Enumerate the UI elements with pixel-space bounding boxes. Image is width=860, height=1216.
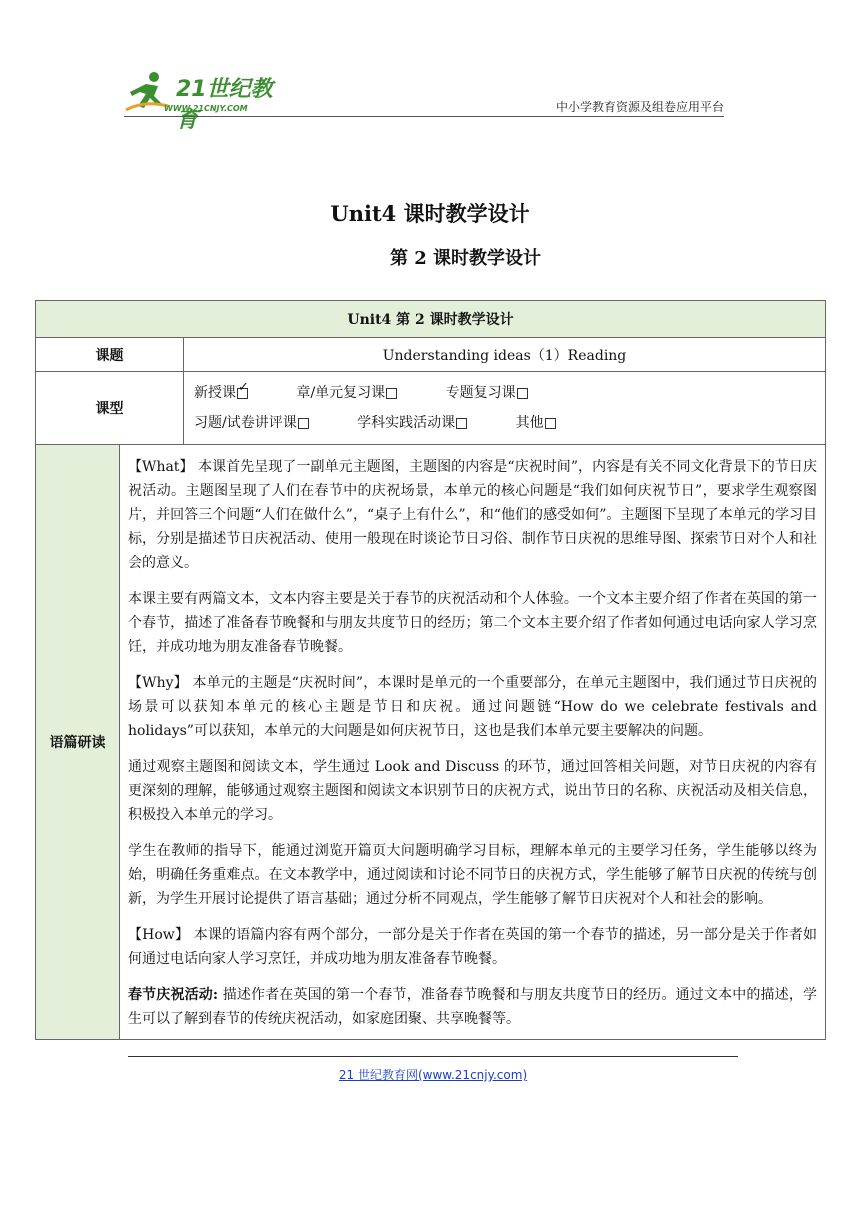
footer-divider [128, 1056, 738, 1057]
type-options-row-2 [194, 408, 815, 438]
paragraph-observe: 通过观察主题图和阅读文本，学生通过 Look and Discuss 的环节，通过回答相关问题，对节日庆祝的内容有更深刻的理解，能够通过观察主题图和阅读文本识别节日的庆祝方式，说出节日的名称、庆祝活动及相关信息，积极投入本单元的学习。 [128, 759, 817, 823]
type-option-exercise[interactable]: 习题/试卷讲评课 [194, 415, 309, 431]
checkbox-checked-icon[interactable] [237, 388, 248, 399]
logo-url: WWW.21CNJY.COM [164, 104, 248, 113]
lesson-design-table [35, 300, 826, 1040]
paragraph-lead: 春节庆祝活动: [128, 987, 219, 1003]
checkbox-icon[interactable] [386, 388, 397, 399]
paragraph-body: 描述作者在英国的第一个春节，准备春节晚餐和与朋友共度节日的经历。通过文本中的描述，学生可以了解到春节的传统庆祝活动，如家庭团聚、共享晚餐等。 [128, 987, 817, 1027]
table-header-row [36, 301, 826, 338]
table-header: Unit4 第 2 课时教学设计 [36, 301, 826, 338]
study-row [36, 445, 826, 1040]
paragraph-why: 【Why】 本单元的主题是“庆祝时间”，本课时是单元的一个重要部分，在单元主题图中，我们通过节日庆祝的场景可以获知本单元的核心主题是节日和庆祝。通过问题链“How do we celebrate festivals and holidays”可以获知，本单元的大问题是如何庆祝节日，这也是我们本单元要主要解决的问题。 [128, 675, 817, 739]
type-row [36, 372, 826, 445]
type-options [184, 372, 826, 445]
footer-link[interactable]: 21 世纪教育网(www.21cnjy.com) [338, 1068, 528, 1082]
topic-label: 课题 [36, 338, 184, 372]
platform-name: 中小学教育资源及组卷应用平台 [555, 100, 724, 114]
checkbox-icon[interactable] [517, 388, 528, 399]
checkbox-icon[interactable] [298, 418, 309, 429]
paragraph-what: 【What】 本课首先呈现了一副单元主题图，主题图的内容是“庆祝时间”，内容是有关不同文化背景下的节日庆祝活动。主题图呈现了人们在春节中的庆祝场景，本单元的核心问题是“我们如何庆祝节日”，要求学生观察图片，并回答三个问题“人们在做什么”，“桌子上有什么”，和“他们的感受如何”。主题图下呈现了本单元的学习目标，分别是描述节日庆祝活动、使用一般现在时谈论节日习俗、制作节日庆祝的思维导图、探索节日对个人和社会的意义。 [128, 459, 817, 571]
type-label: 课型 [36, 372, 184, 445]
checkbox-icon[interactable] [456, 418, 467, 429]
paragraph-texts: 本课主要有两篇文本，文本内容主要是关于春节的庆祝活动和个人体验。一个文本主要介绍了作者在英国的第一个春节，描述了准备春节晚餐和与朋友共度节日的经历；第二个文本主要介绍了作者如何通过电话向家人学习烹饪，并成功地为朋友准备春节晚餐。 [128, 591, 817, 655]
paragraph-how: 【How】 本课的语篇内容有两个部分，一部分是关于作者在英国的第一个春节的描述，另一部分是关于作者如何通过电话向家人学习烹饪，并成功地为朋友准备春节晚餐。 [128, 927, 817, 967]
topic-row [36, 338, 826, 372]
header-divider [124, 116, 724, 117]
type-option-other[interactable]: 其他 [516, 415, 556, 431]
topic-value: Understanding ideas（1）Reading [184, 338, 826, 372]
type-option-practice[interactable]: 学科实践活动课 [357, 415, 467, 431]
study-content [120, 445, 826, 1040]
site-logo[interactable] [124, 70, 294, 133]
type-option-new[interactable]: 新授课✓ [194, 385, 248, 401]
page-header [0, 0, 860, 133]
checkbox-icon[interactable] [545, 418, 556, 429]
study-label: 语篇研读 [36, 445, 120, 1040]
type-option-topic-review[interactable]: 专题复习课 [446, 385, 528, 401]
logo-text: 21世纪教育 [176, 77, 273, 133]
paragraph-guidance: 学生在教师的指导下，能通过浏览开篇页大问题明确学习目标，理解本单元的主要学习任务，学生能够以终为始，明确任务重难点。在文本教学中，通过阅读和讨论不同节日的庆祝方式，学生能够了解节日庆祝的传统与创新，为学生开展讨论提供了语言基础；通过分析不同观点，学生能够了解节日庆祝对个人和社会的影响。 [128, 843, 817, 907]
document-subtitle: 第 2 课时教学设计 [390, 248, 542, 269]
type-options-row-1 [194, 378, 815, 408]
type-option-unit-review[interactable]: 章/单元复习课 [296, 385, 397, 401]
document-title: Unit4 课时教学设计 [330, 201, 530, 226]
paragraph-spring-festival [128, 983, 817, 1031]
